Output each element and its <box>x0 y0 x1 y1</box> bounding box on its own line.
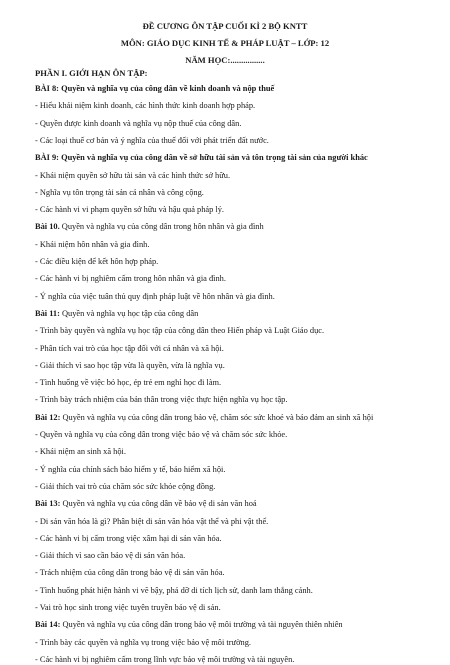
lesson-number: Bài 14: <box>35 620 61 630</box>
lesson-heading <box>35 499 257 509</box>
lesson-item: - Giải thích vai trò của chăm sóc sức khỏe cộng đồng. <box>35 481 216 491</box>
lesson-item: - Quyền và nghĩa vụ của công dân trong việc bảo vệ và chăm sóc sức khỏe. <box>35 430 288 439</box>
lesson-item: - Khái niệm an sinh xã hội. <box>35 447 126 457</box>
lesson-heading <box>35 309 198 319</box>
lesson-title: Quyền và nghĩa vụ của công dân về bảo vệ di sản văn hoá <box>60 499 257 509</box>
lesson-item: - Trách nhiệm của công dân trong bảo vệ di sản văn hóa. <box>35 568 225 578</box>
lesson-item: - Trình bày quyền và nghĩa vụ học tập của công dân theo Hiến pháp và Luật Giáo dục. <box>35 326 325 336</box>
lesson-heading <box>35 413 373 423</box>
lesson-item: - Hiểu khái niệm kinh doanh, các hình thức kinh doanh hợp pháp. <box>35 101 256 111</box>
lesson-item: - Ý nghĩa của chính sách bảo hiểm y tế, bảo hiểm xã hội. <box>35 464 226 474</box>
lesson-item: - Khái niệm hôn nhân và gia đình. <box>35 239 150 249</box>
lesson-item: - Khái niệm quyền sở hữu tài sản và các hình thức sở hữu. <box>35 170 231 180</box>
document-subject: MÔN: GIÁO DỤC KINH TẾ & PHÁP LUẬT – LỚP: 12 <box>120 38 330 48</box>
lesson-title: Quyền và nghĩa vụ của công dân về sở hữu tài sản và tôn trọng tài sản của người khác <box>58 153 368 163</box>
lesson-item: - Quyền được kinh doanh và nghĩa vụ nộp thuế của công dân. <box>35 118 242 128</box>
lesson-heading <box>35 620 343 630</box>
lesson-number: Bài 13: <box>35 499 61 509</box>
lesson-heading <box>35 222 264 232</box>
lesson-title: Quyền và nghĩa vụ của công dân trong bảo vệ, chăm sóc sức khoẻ và bảo đảm an sinh xã hội <box>60 412 374 422</box>
lesson-heading <box>35 84 274 94</box>
lesson-number: BÀI 8: <box>35 84 59 93</box>
lesson-item: - Tình huống về việc bỏ học, ép trẻ em nghỉ học đi làm. <box>35 378 222 388</box>
lesson-number: Bài 11: <box>35 308 60 318</box>
lesson-title: Quyền và nghĩa vụ học tập của công dân <box>59 308 199 318</box>
part-title: PHẦN I. GIỚI HẠN ÔN TẬP: <box>35 68 148 78</box>
lesson-item: - Trình bày các quyền và nghĩa vụ trong việc bảo vệ môi trường. <box>35 637 251 647</box>
lesson-number: Bài 12: <box>35 412 61 422</box>
lesson-heading <box>35 153 368 163</box>
lesson-item: - Các hành vi bị nghiêm cấm trong hôn nhân và gia đình. <box>35 274 226 284</box>
document-title: ĐỀ CƯƠNG ÔN TẬP CUỐI KÌ 2 BỘ KNTT <box>142 21 308 31</box>
lesson-item: - Các hành vi bị cấm trong việc xâm hại di sản văn hóa. <box>35 533 222 543</box>
school-year: NĂM HỌC:................ <box>185 55 265 65</box>
lesson-item: - Các loại thuế cơ bản và ý nghĩa của thuế đối với phát triển đất nước. <box>35 135 269 145</box>
lesson-title: Quyền và nghĩa vụ của công dân về kinh doanh và nộp thuế <box>58 84 275 93</box>
lesson-item: - Phân tích vai trò của học tập đối với cá nhân và xã hội. <box>35 343 224 353</box>
lesson-item: - Giải thích vì sao học tập vừa là quyền, vừa là nghĩa vụ. <box>35 360 225 370</box>
lesson-item: - Vai trò học sinh trong việc tuyên truyền bảo vệ di sản. <box>35 603 221 612</box>
lesson-item: - Trình bày trách nhiệm của bản thân trong việc thực hiện nghĩa vụ học tập. <box>35 395 288 405</box>
lesson-item: - Tình huống phát hiện hành vi vẽ bậy, phá dỡ di tích lịch sử, danh lam thắng cảnh. <box>35 585 313 595</box>
lesson-item: - Các hành vi bị nghiêm cấm trong lĩnh vực bảo vệ môi trường và tài nguyên. <box>35 654 295 664</box>
lesson-item: - Ý nghĩa của việc tuân thủ quy định pháp luật về hôn nhân và gia đình. <box>35 291 275 301</box>
lesson-item: - Giải thích vì sao cần bảo vệ di sản văn hóa. <box>35 551 186 561</box>
lesson-item: - Các hành vi vi phạm quyền sở hữu và hậu quả pháp lý. <box>35 205 224 215</box>
lesson-number: Bài 10. <box>35 222 60 232</box>
lesson-number: BÀI 9: <box>35 153 59 163</box>
lesson-title: Quyền và nghĩa vụ của công dân trong hôn nhân và gia đình <box>59 222 264 232</box>
lesson-item: - Di sản văn hóa là gì? Phân biệt di sản văn hóa vật thể và phi vật thể. <box>35 516 269 526</box>
lesson-item: - Nghĩa vụ tôn trọng tài sản cá nhân và công cộng. <box>35 187 204 197</box>
lesson-title: Quyền và nghĩa vụ của công dân trong bảo vệ môi trường và tài nguyên thiên nhiên <box>60 620 343 630</box>
lesson-item: - Các điều kiện để kết hôn hợp pháp. <box>35 257 159 266</box>
